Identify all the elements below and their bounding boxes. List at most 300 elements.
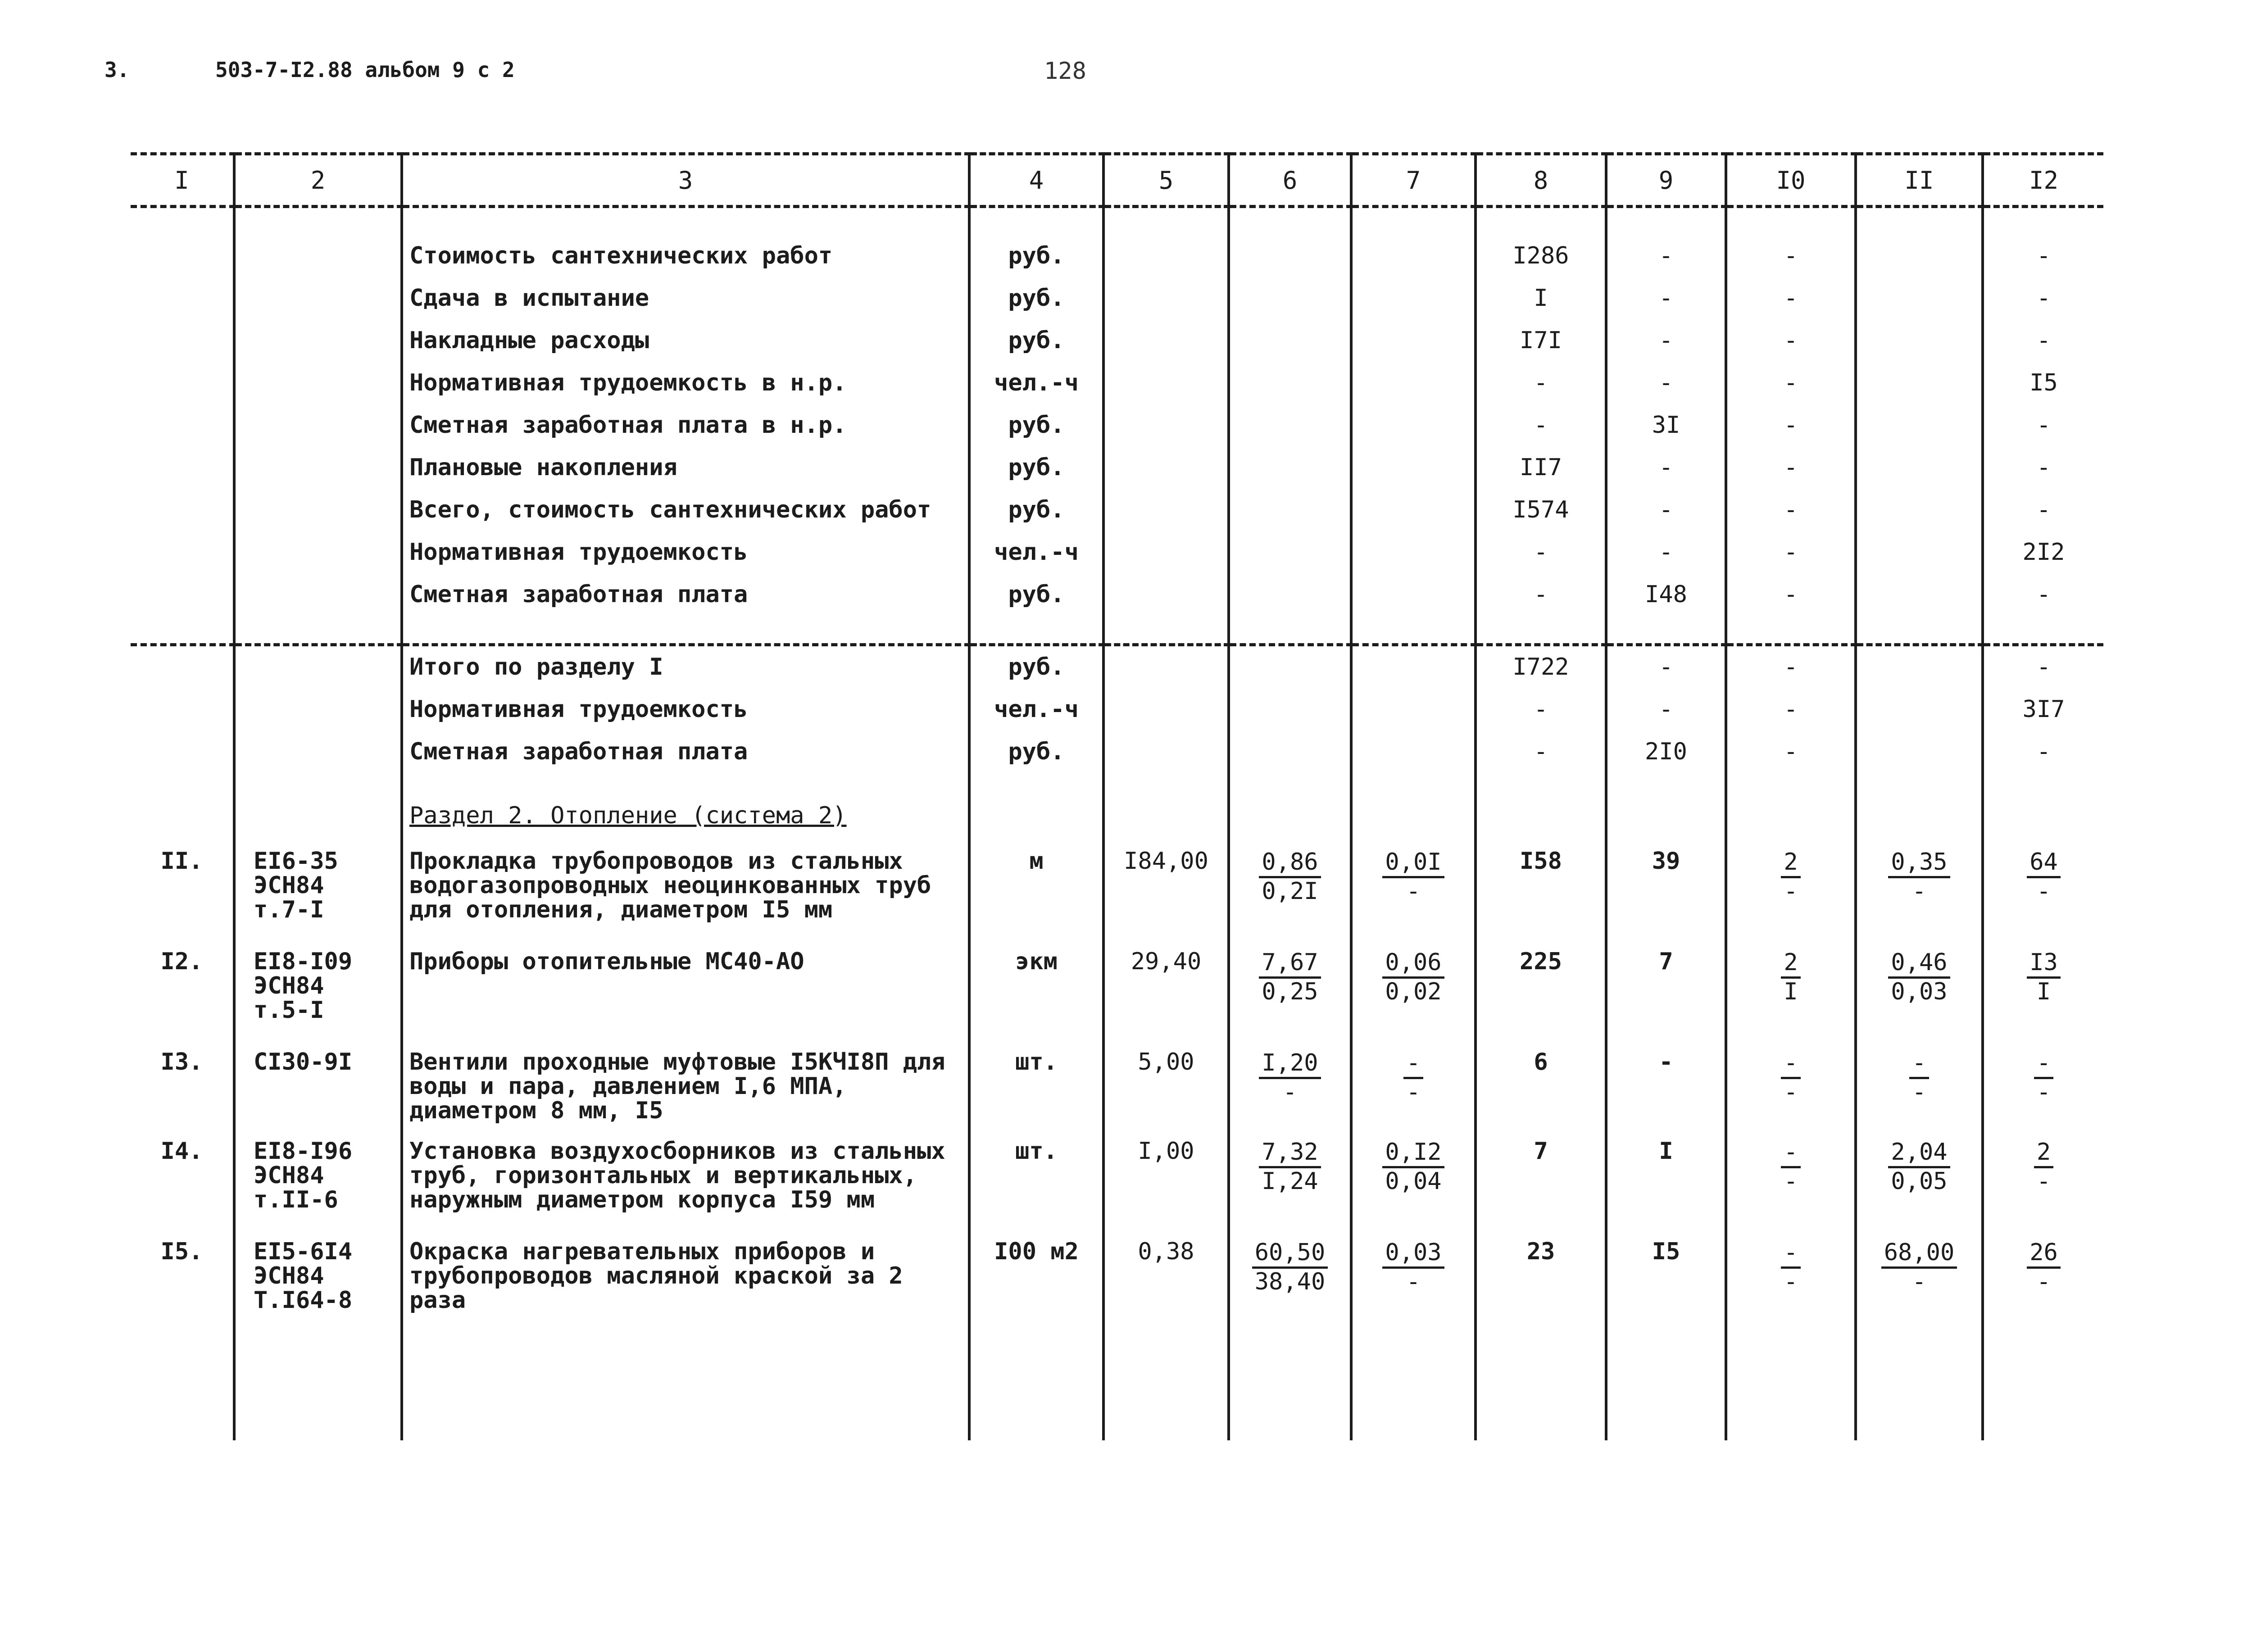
document-reference: 503-7-I2.88 альбом 9 с 2 — [215, 58, 515, 82]
value-col12: I5 — [1983, 362, 2103, 404]
value-col12: - — [1983, 489, 2103, 531]
norm-code: EI8-I96 ЭСН84 т.II-6 — [234, 1131, 402, 1231]
fraction-bottom: 0,04 — [1385, 1167, 1442, 1195]
page-mark: 3. — [104, 58, 130, 82]
value-col8: I — [1476, 277, 1606, 320]
value-col6 — [1229, 1131, 1351, 1231]
table-cell — [1726, 207, 1856, 236]
spacer-row — [131, 207, 2103, 236]
value-col8: I7I — [1476, 320, 1606, 362]
table-cell — [1983, 773, 2103, 841]
table-cell — [234, 531, 402, 574]
table-cell — [131, 574, 234, 616]
table-cell — [234, 645, 402, 689]
fraction-value — [1781, 949, 1800, 1006]
value-col9: - — [1606, 1042, 1726, 1131]
col-header: II — [1856, 154, 1983, 207]
fraction-value — [1252, 1239, 1328, 1296]
table-cell — [969, 207, 1103, 236]
table-cell — [1606, 616, 1726, 645]
col-header: 7 — [1351, 154, 1476, 207]
value-col8: I722 — [1476, 645, 1606, 689]
item-number: II. — [160, 848, 203, 875]
unit-cell: чел.-ч — [969, 689, 1103, 731]
table-cell — [131, 616, 234, 645]
table-row — [131, 362, 2103, 404]
norm-code: EI5-6I4 ЭСН84 Т.I64-8 — [234, 1231, 402, 1332]
value-col11 — [1856, 1131, 1983, 1231]
fraction-bottom: - — [2036, 877, 2051, 905]
col-header: I2 — [1983, 154, 2103, 207]
fraction-value — [1259, 1050, 1321, 1106]
fraction-bottom: I — [2036, 978, 2051, 1005]
value-col12: 2I2 — [1983, 531, 2103, 574]
value-col12: - — [1983, 731, 2103, 773]
row-label: Плановые накопления — [402, 447, 969, 489]
item-description: Установка воздухосборников из стальных труб, горизонтальных и вертикальных, наружным диаметром корпуса I59 мм — [402, 1131, 969, 1231]
value-col12: - — [1983, 447, 2103, 489]
table-cell — [234, 320, 402, 362]
table-cell — [1351, 277, 1476, 320]
quantity-cell: 29,40 — [1103, 941, 1229, 1042]
col-header: 2 — [234, 154, 402, 207]
table-cell — [1476, 1332, 1606, 1440]
value-col10: - — [1726, 362, 1856, 404]
item-description: Окраска нагревательных приборов и трубопроводов масляной краской за 2 раза — [402, 1231, 969, 1332]
value-col8: - — [1476, 574, 1606, 616]
value-col6 — [1229, 941, 1351, 1042]
fraction-top: 60,50 — [1252, 1239, 1328, 1269]
table-cell — [1103, 773, 1229, 841]
fraction-value — [2027, 849, 2061, 905]
fraction-top: 7,32 — [1259, 1139, 1321, 1168]
fraction-top: - — [1781, 1239, 1800, 1269]
fraction-value — [1888, 1139, 1950, 1195]
fraction-bottom: 0,25 — [1262, 978, 1318, 1005]
table-cell — [1351, 616, 1476, 645]
value-col9: - — [1606, 489, 1726, 531]
table-cell — [969, 1332, 1103, 1440]
table-cell — [1229, 616, 1351, 645]
row-label: Стоимость сантехнических работ — [402, 235, 969, 277]
value-col12: 3I7 — [1983, 689, 2103, 731]
value-col7 — [1351, 1231, 1476, 1332]
section-title-row — [131, 773, 2103, 841]
fraction-top: 0,86 — [1259, 849, 1321, 878]
table-row — [131, 277, 2103, 320]
value-col10: - — [1726, 320, 1856, 362]
row-label: Нормативная трудоемкость — [402, 689, 969, 731]
spacer-row — [131, 616, 2103, 645]
value-col10 — [1726, 1131, 1856, 1231]
fraction-top: - — [2034, 1050, 2053, 1079]
table-row — [131, 574, 2103, 616]
unit-cell: руб. — [969, 489, 1103, 531]
value-col9: 2I0 — [1606, 731, 1726, 773]
value-col10: - — [1726, 731, 1856, 773]
row-label: Итого по разделу I — [402, 645, 969, 689]
value-col12 — [1983, 1231, 2103, 1332]
fraction-value — [1888, 849, 1950, 905]
fraction-top: - — [1403, 1050, 1423, 1079]
table-row — [131, 1042, 2103, 1131]
fraction-top: 2,04 — [1888, 1139, 1950, 1168]
table-cell — [1103, 616, 1229, 645]
value-col8: - — [1476, 362, 1606, 404]
fraction-bottom: - — [1406, 1078, 1421, 1106]
value-col8: 225 — [1476, 941, 1606, 1042]
table-cell — [131, 404, 234, 447]
item-description: Вентили проходные муфтовые I5КЧI8П для воды и пара, давлением I,6 МПА, диаметром 8 мм, I5 — [402, 1042, 969, 1131]
table-cell — [1103, 645, 1229, 689]
table-cell — [1476, 773, 1606, 841]
table-row — [131, 1131, 2103, 1231]
table-row — [131, 645, 2103, 689]
value-col8: - — [1476, 531, 1606, 574]
table-cell — [402, 616, 969, 645]
value-col9: - — [1606, 362, 1726, 404]
item-number: I4. — [160, 1138, 203, 1165]
value-col12: - — [1983, 320, 2103, 362]
fraction-bottom: - — [2036, 1078, 2051, 1106]
table-cell — [1856, 616, 1983, 645]
value-col8: - — [1476, 689, 1606, 731]
fraction-top: 7,67 — [1259, 949, 1321, 979]
quantity-cell: 5,00 — [1103, 1042, 1229, 1131]
unit-cell: руб. — [969, 235, 1103, 277]
value-col10 — [1726, 841, 1856, 941]
table-cell — [1856, 574, 1983, 616]
value-col9: - — [1606, 235, 1726, 277]
unit-cell: шт. — [969, 1042, 1103, 1131]
table-cell — [1856, 404, 1983, 447]
unit-cell: руб. — [969, 404, 1103, 447]
table-cell — [1229, 277, 1351, 320]
page-number: 128 — [1044, 58, 1086, 85]
table-cell — [234, 616, 402, 645]
table-cell — [1103, 1332, 1229, 1440]
spacer-row — [131, 1332, 2103, 1440]
item-description: Приборы отопительные МС40-АО — [402, 941, 969, 1042]
quantity-cell: 0,38 — [1103, 1231, 1229, 1332]
fraction-value — [1259, 1139, 1321, 1195]
value-col8: - — [1476, 731, 1606, 773]
value-col7 — [1351, 1042, 1476, 1131]
table-cell — [1606, 773, 1726, 841]
table-cell — [402, 207, 969, 236]
fraction-top: 0,0I — [1382, 849, 1444, 878]
table-cell — [969, 616, 1103, 645]
value-col9: - — [1606, 320, 1726, 362]
table-cell — [1983, 207, 2103, 236]
col-header: 3 — [402, 154, 969, 207]
table-cell — [1856, 531, 1983, 574]
unit-cell: чел.-ч — [969, 362, 1103, 404]
value-col11 — [1856, 1042, 1983, 1131]
row-label: Сдача в испытание — [402, 277, 969, 320]
value-col10: - — [1726, 645, 1856, 689]
col-header: I0 — [1726, 154, 1856, 207]
table-cell — [1726, 773, 1856, 841]
table-cell — [1606, 1332, 1726, 1440]
table-cell — [1856, 731, 1983, 773]
value-col8: 23 — [1476, 1231, 1606, 1332]
unit-cell: м — [969, 841, 1103, 941]
table-cell — [1229, 574, 1351, 616]
table-cell — [1351, 731, 1476, 773]
value-col7 — [1351, 841, 1476, 941]
table-cell — [131, 689, 234, 731]
fraction-bottom: - — [1784, 1167, 1798, 1195]
fraction-value — [1781, 1239, 1800, 1296]
table-cell — [234, 1332, 402, 1440]
table-cell — [1229, 207, 1351, 236]
fraction-value — [1909, 1050, 1929, 1106]
value-col8: I58 — [1476, 841, 1606, 941]
table-cell — [131, 277, 234, 320]
col-header: 6 — [1229, 154, 1351, 207]
fraction-bottom: - — [1283, 1078, 1297, 1106]
fraction-bottom: 38,40 — [1254, 1268, 1326, 1295]
estimate-table — [131, 152, 2103, 1440]
value-col10: - — [1726, 689, 1856, 731]
value-col12 — [1983, 841, 2103, 941]
table-cell — [1351, 645, 1476, 689]
value-col10: - — [1726, 489, 1856, 531]
table-cell — [1856, 277, 1983, 320]
table-cell — [1103, 235, 1229, 277]
table-row — [131, 404, 2103, 447]
col-header: 5 — [1103, 154, 1229, 207]
fraction-top: 2 — [1781, 849, 1800, 878]
row-label: Нормативная трудоемкость — [402, 531, 969, 574]
fraction-value — [1382, 949, 1444, 1006]
value-col9: I — [1606, 1131, 1726, 1231]
table-cell — [234, 574, 402, 616]
table-cell — [1229, 320, 1351, 362]
value-col10 — [1726, 1231, 1856, 1332]
column-header-row — [131, 154, 2103, 207]
table-cell — [1351, 447, 1476, 489]
value-col12: - — [1983, 404, 2103, 447]
table-cell — [1351, 574, 1476, 616]
table-cell — [1103, 277, 1229, 320]
table-cell — [1103, 731, 1229, 773]
table-cell — [1103, 207, 1229, 236]
row-label: Накладные расходы — [402, 320, 969, 362]
fraction-bottom: - — [2036, 1167, 2051, 1195]
fraction-top: 0,03 — [1382, 1239, 1444, 1269]
row-label: Сметная заработная плата — [402, 574, 969, 616]
table-cell — [1726, 1332, 1856, 1440]
table-row — [131, 689, 2103, 731]
table-cell — [131, 362, 234, 404]
table-cell — [131, 1332, 234, 1440]
table-cell — [131, 320, 234, 362]
table-row — [131, 1231, 2103, 1332]
fraction-bottom: I,24 — [1262, 1167, 1318, 1195]
table-cell — [234, 277, 402, 320]
table-cell — [1229, 447, 1351, 489]
value-col10: - — [1726, 277, 1856, 320]
item-number: I5. — [160, 1238, 203, 1265]
table-cell — [1103, 447, 1229, 489]
table-cell — [1103, 362, 1229, 404]
table-cell — [1229, 404, 1351, 447]
table-cell — [1351, 689, 1476, 731]
table-cell — [234, 489, 402, 531]
table-row — [131, 731, 2103, 773]
fraction-bottom: 0,02 — [1385, 978, 1442, 1005]
norm-code: EI6-35 ЭСН84 т.7-I — [234, 841, 402, 941]
table-row — [131, 841, 2103, 941]
table-cell — [234, 447, 402, 489]
table-cell — [1856, 235, 1983, 277]
fraction-value — [1888, 949, 1950, 1006]
table-cell — [234, 404, 402, 447]
table-cell — [1103, 531, 1229, 574]
value-col9: - — [1606, 645, 1726, 689]
value-col9: - — [1606, 447, 1726, 489]
table-cell — [1229, 731, 1351, 773]
table-cell — [1103, 489, 1229, 531]
table-cell — [234, 731, 402, 773]
fraction-bottom: 0,2I — [1262, 877, 1318, 905]
norm-code: EI8-I09 ЭСН84 т.5-I — [234, 941, 402, 1042]
table-cell — [1103, 320, 1229, 362]
fraction-value — [2027, 949, 2061, 1006]
table-cell — [1726, 616, 1856, 645]
fraction-value — [2034, 1139, 2053, 1195]
fraction-bottom: - — [1406, 877, 1421, 905]
unit-cell: руб. — [969, 320, 1103, 362]
table-row — [131, 941, 2103, 1042]
table-cell — [1856, 1332, 1983, 1440]
value-col8: 6 — [1476, 1042, 1606, 1131]
value-col10: - — [1726, 404, 1856, 447]
row-label: Сметная заработная плата в н.р. — [402, 404, 969, 447]
table-cell — [1229, 645, 1351, 689]
value-col9: - — [1606, 277, 1726, 320]
col-header: 8 — [1476, 154, 1606, 207]
table-cell — [234, 689, 402, 731]
table-cell — [1103, 574, 1229, 616]
table-cell — [1229, 689, 1351, 731]
fraction-value — [1259, 849, 1321, 905]
table-cell — [131, 235, 234, 277]
fraction-bottom: - — [1784, 1078, 1798, 1106]
table-cell — [1856, 447, 1983, 489]
item-number: I3. — [160, 1048, 203, 1076]
value-col12 — [1983, 1131, 2103, 1231]
value-col11 — [1856, 1231, 1983, 1332]
table-row — [131, 447, 2103, 489]
value-col10 — [1726, 1042, 1856, 1131]
table-cell — [1983, 616, 2103, 645]
value-col7 — [1351, 1131, 1476, 1231]
fraction-value — [1382, 1239, 1444, 1296]
fraction-top: I,20 — [1259, 1050, 1321, 1079]
table-cell — [1351, 320, 1476, 362]
value-col11 — [1856, 941, 1983, 1042]
table-cell — [1229, 531, 1351, 574]
value-col7 — [1351, 941, 1476, 1042]
unit-cell: руб. — [969, 447, 1103, 489]
value-col12 — [1983, 941, 2103, 1042]
value-col10: - — [1726, 235, 1856, 277]
table-cell — [1856, 773, 1983, 841]
table-cell — [402, 1332, 969, 1440]
col-header: 4 — [969, 154, 1103, 207]
table-cell — [131, 731, 234, 773]
unit-cell: руб. — [969, 645, 1103, 689]
table-cell — [131, 447, 234, 489]
table-cell — [1103, 404, 1229, 447]
table-cell — [1351, 362, 1476, 404]
table-cell — [1983, 1332, 2103, 1440]
value-col12: - — [1983, 645, 2103, 689]
table-row — [131, 235, 2103, 277]
table-cell — [131, 773, 234, 841]
fraction-bottom: - — [1784, 877, 1798, 905]
table-cell — [234, 235, 402, 277]
table-cell — [1103, 689, 1229, 731]
table-cell — [234, 773, 402, 841]
unit-cell: руб. — [969, 574, 1103, 616]
fraction-top: 0,I2 — [1382, 1139, 1444, 1168]
value-col8: I574 — [1476, 489, 1606, 531]
table-cell — [1476, 616, 1606, 645]
fraction-value — [1881, 1239, 1957, 1296]
unit-cell: руб. — [969, 277, 1103, 320]
item-description: Прокладка трубопроводов из стальных водогазопроводных неоцинкованных труб для отопления, диаметром I5 мм — [402, 841, 969, 941]
table-cell — [131, 207, 234, 236]
table-cell — [131, 531, 234, 574]
fraction-top: 0,06 — [1382, 949, 1444, 979]
value-col9: - — [1606, 531, 1726, 574]
unit-cell: руб. — [969, 731, 1103, 773]
table-cell — [1856, 362, 1983, 404]
value-col11 — [1856, 841, 1983, 941]
fraction-top: - — [1909, 1050, 1929, 1079]
row-label: Сметная заработная плата — [402, 731, 969, 773]
value-col10: - — [1726, 531, 1856, 574]
fraction-bottom: - — [1912, 877, 1926, 905]
fraction-value — [1781, 1050, 1800, 1106]
table-cell — [1351, 773, 1476, 841]
value-col6 — [1229, 1042, 1351, 1131]
fraction-value — [1382, 849, 1444, 905]
fraction-top: 0,46 — [1888, 949, 1950, 979]
table-cell — [234, 207, 402, 236]
table-row — [131, 320, 2103, 362]
value-col9: - — [1606, 689, 1726, 731]
fraction-top: 2 — [2034, 1139, 2053, 1168]
row-label: Всего, стоимость сантехнических работ — [402, 489, 969, 531]
value-col10: - — [1726, 447, 1856, 489]
table-row — [131, 531, 2103, 574]
table-cell — [1229, 362, 1351, 404]
fraction-bottom: 0,03 — [1891, 978, 1948, 1005]
table-cell — [1476, 207, 1606, 236]
fraction-value — [1403, 1050, 1423, 1106]
table-cell — [1856, 689, 1983, 731]
table-cell — [1229, 773, 1351, 841]
table-cell — [1229, 235, 1351, 277]
table-cell — [1229, 1332, 1351, 1440]
fraction-value — [1781, 849, 1800, 905]
value-col9: I48 — [1606, 574, 1726, 616]
